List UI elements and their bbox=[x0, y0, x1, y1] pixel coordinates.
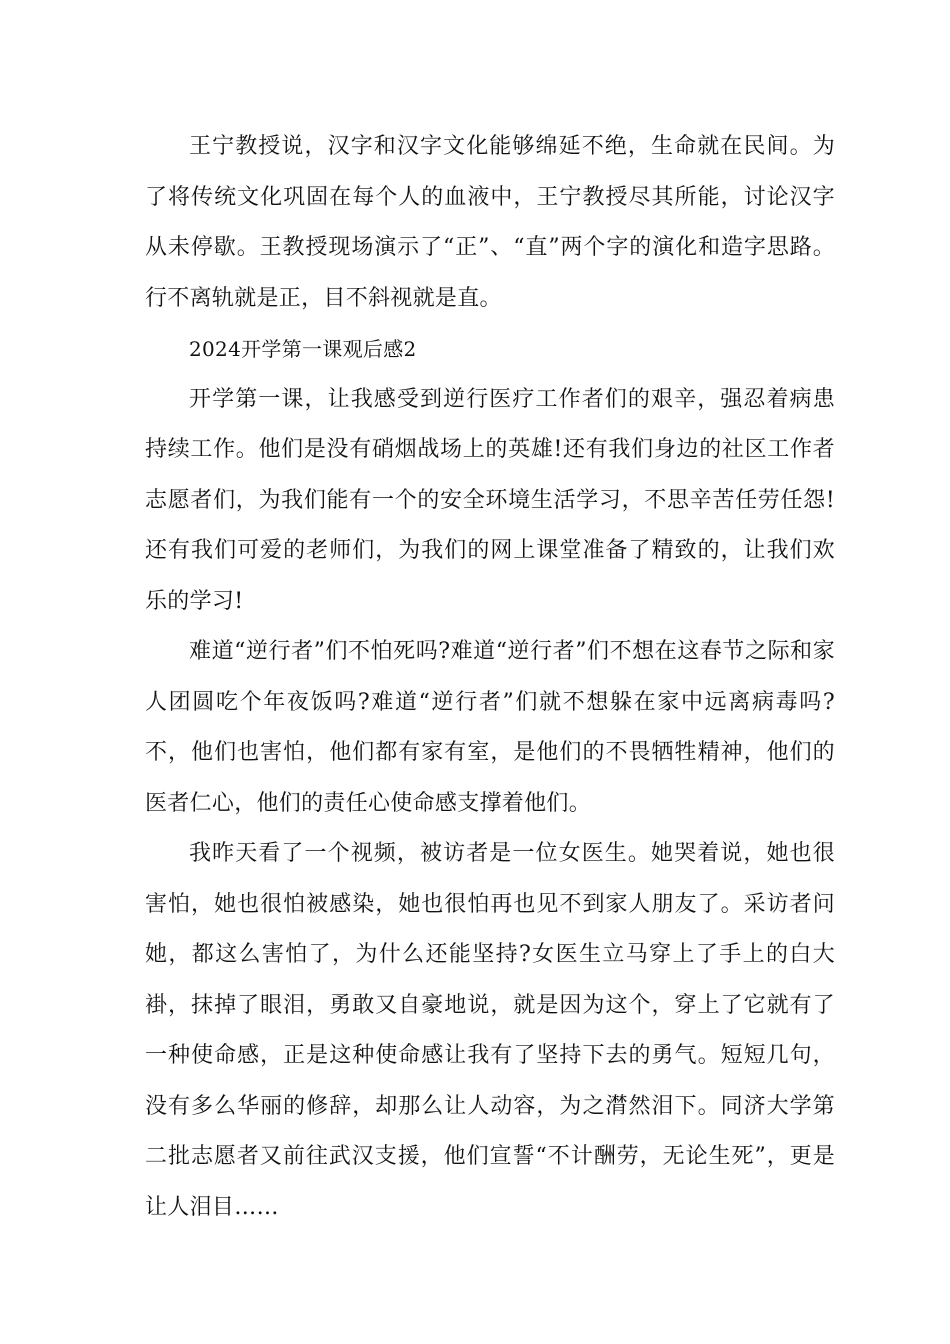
paragraph-first-lesson: 开学第一课，让我感受到逆行医疗工作者们的艰辛，强忍着病患持续工作。他们是没有硝烟战场上的英雄!还有我们身边的社区工作者志愿者们，为我们能有一个的安全环境生活学习，不思辛苦任劳任怨!还有我们可爱的老师们，为我们的网上课堂准备了精致的，让我们欢乐的学习! bbox=[145, 386, 835, 614]
paragraph-retrograders: 难道“逆行者”们不怕死吗?难道“逆行者”们不想在这春节之际和家人团圆吃个年夜饭吗?难道“逆行者”们就不想躲在家中远离病毒吗?不，他们也害怕，他们都有家有室，是他们的不畏牺牲精神，他们的医者仁心，他们的责任心使命感支撑着他们。 bbox=[145, 639, 835, 816]
paragraph-female-doctor: 我昨天看了一个视频，被访者是一位女医生。她哭着说，她也很害怕，她也很怕被感染，她也很怕再也见不到家人朋友了。采访者问她，都这么害怕了，为什么还能坚持?女医生立马穿上了手上的白大褂，抹掉了眼泪，勇敢又自豪地说，就是因为这个，穿上了它就有了一种使命感，正是这种使命感让我有了坚持下去的勇气。短短几句，没有多么华丽的修辞，却那么让人动容，为之潸然泪下。同济大学第二批志愿者又前往武汉支援，他们宣誓“不计酬劳，无论生死”，更是让人泪目…… bbox=[145, 841, 835, 1220]
section-heading: 2024开学第一课观后感2 bbox=[189, 337, 417, 361]
document-body bbox=[145, 122, 835, 1233]
paragraph-wang-ning: 王宁教授说，汉字和汉字文化能够绵延不绝，生命就在民间。为了将传统文化巩固在每个人的血液中，王宁教授尽其所能，讨论汉字从未停歇。王教授现场演示了“正”、“直”两个字的演化和造字思路。行不离轨就是正，目不斜视就是直。 bbox=[145, 134, 835, 311]
